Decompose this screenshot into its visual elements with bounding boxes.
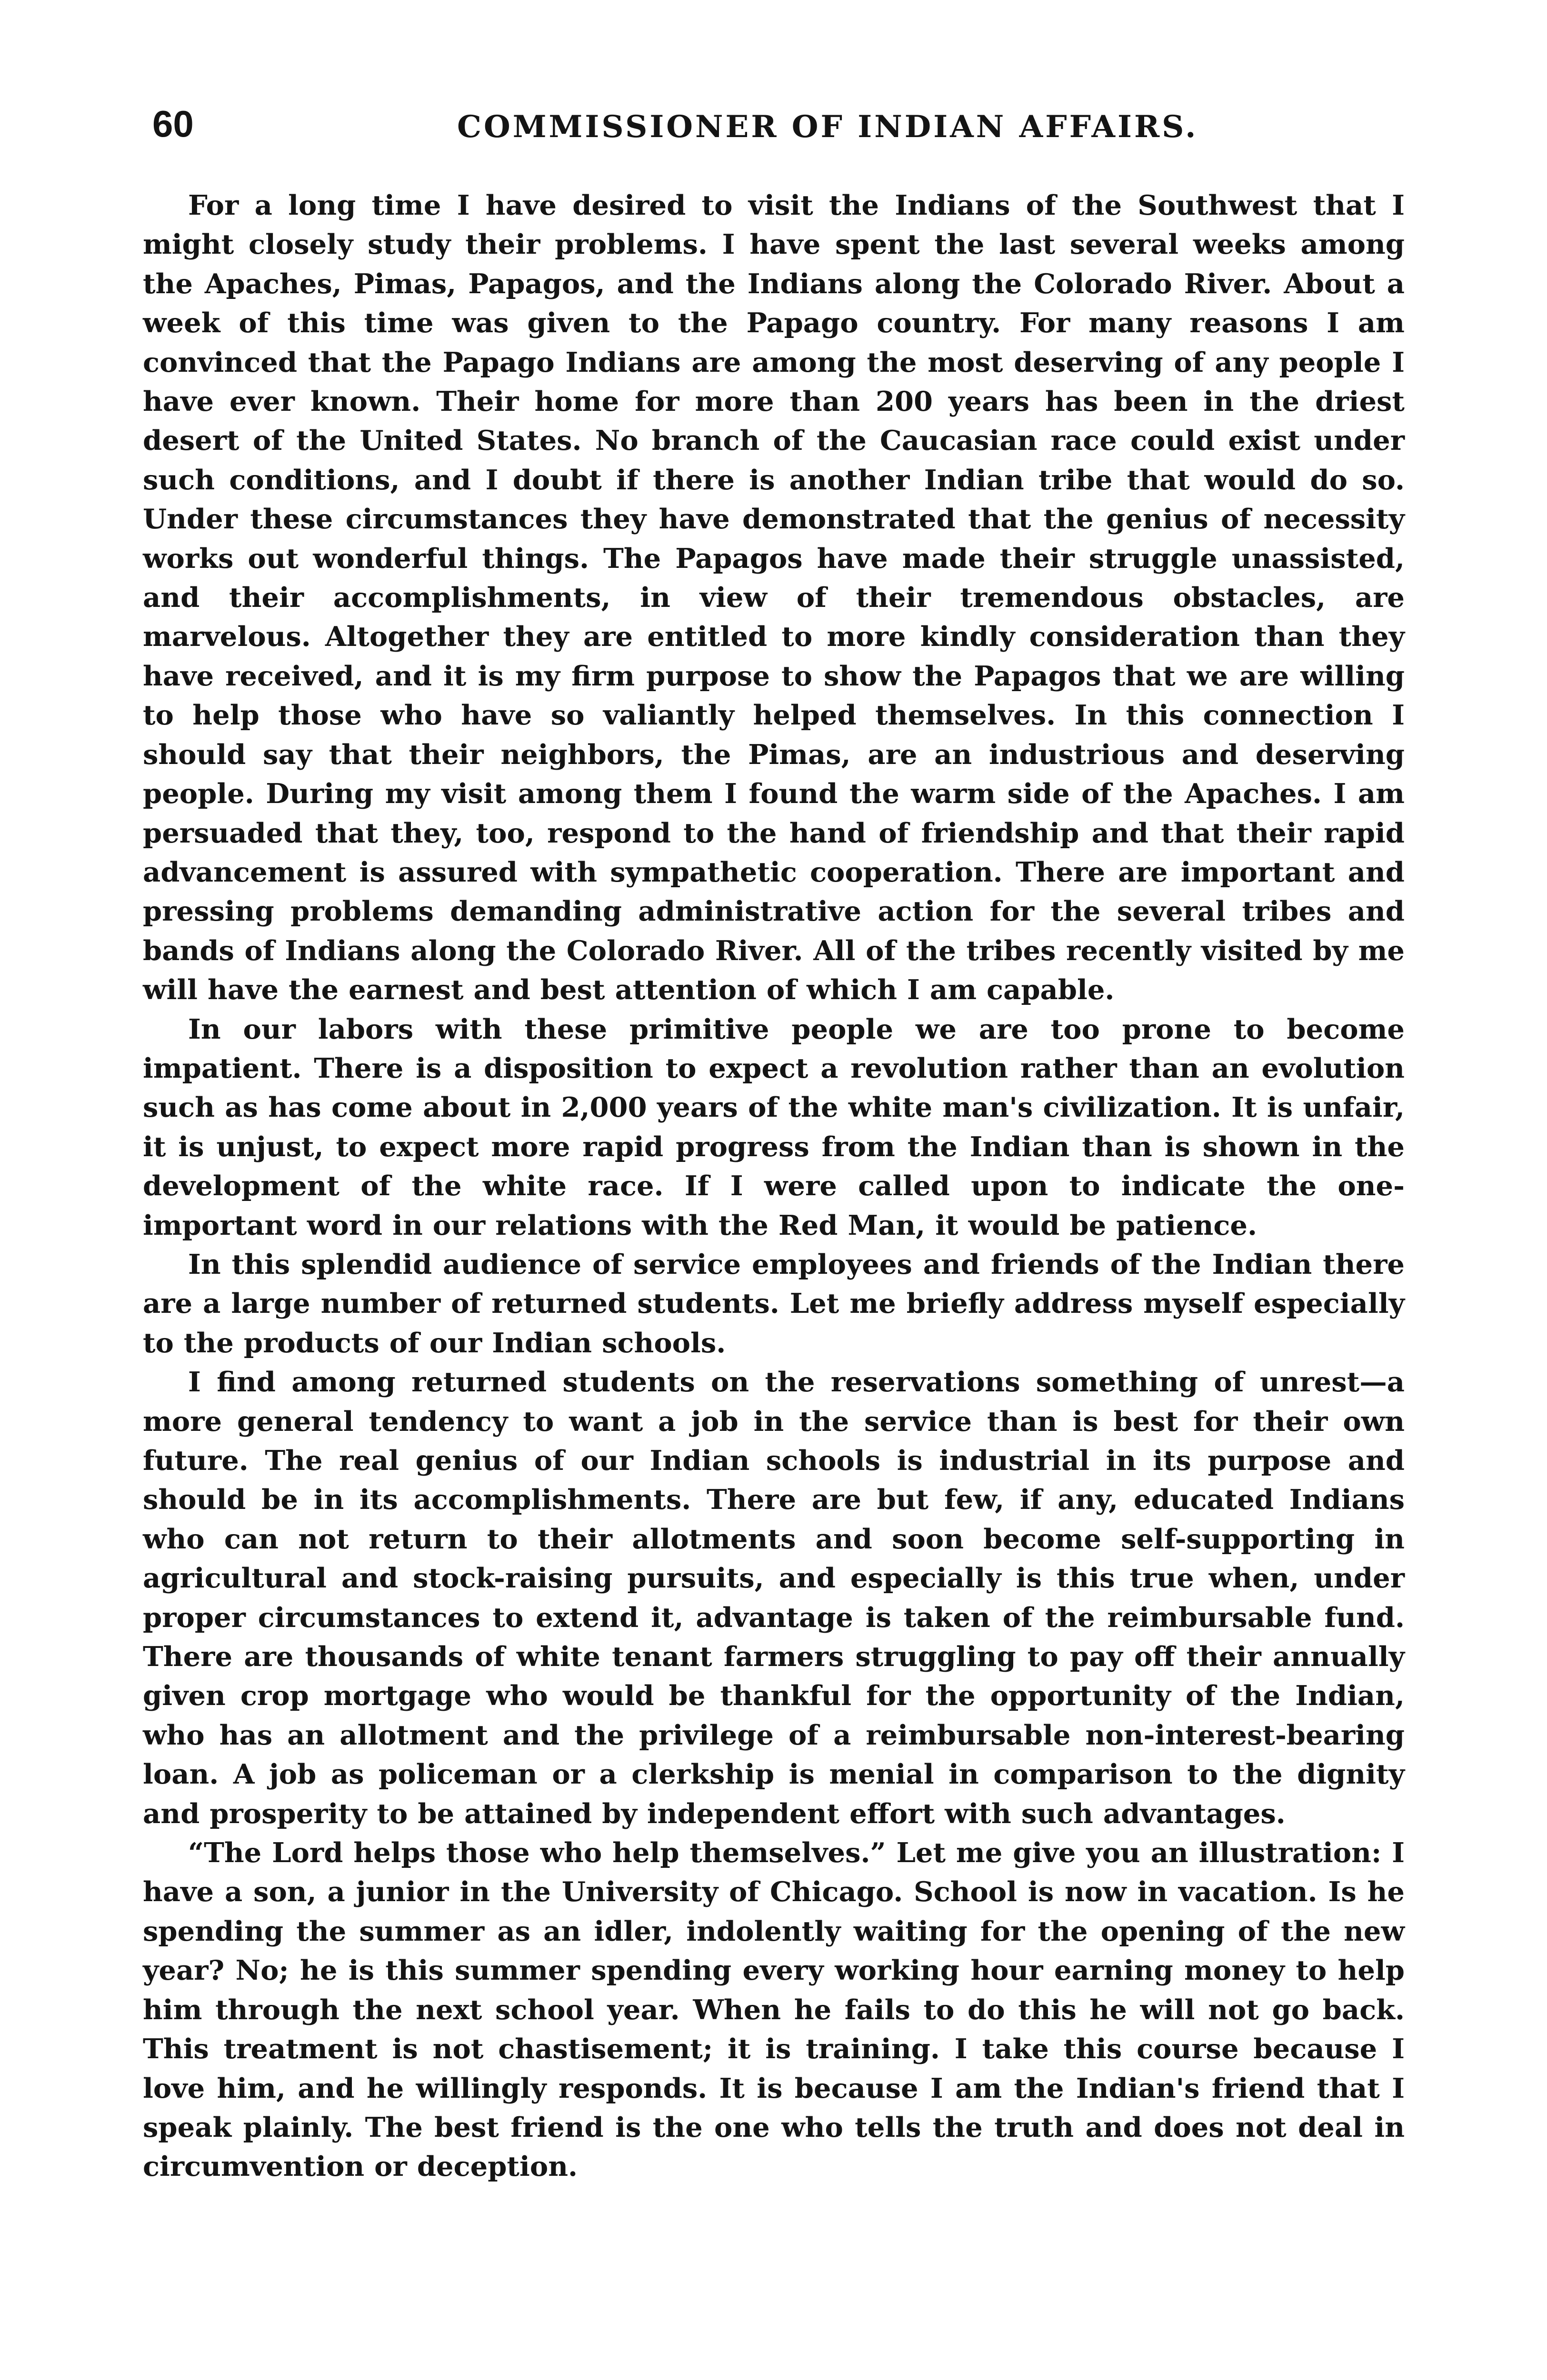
paragraph: For a long time I have desired to visit the Indians of the Southwest that I might closely study their problems. I have spent the last several weeks among the Apaches, Pimas, Papagos, and the Indians along the Colorado River. About a week of this time was given to the Papago country. For many reasons I am convinced that the Papago Indians are among the most deserving of any people I have ever known. Their home for more than 200 years has been in the driest desert of the United States. No branch of the Caucasian race could exist under such conditions, and I doubt if there is another Indian tribe that would do so. Under these circumstances they have demonstrated that the genius of necessity works out wonderful things. The Papagos have made their struggle unassisted, and their accomplishments, in view of their tremendous obstacles, are marvelous. Altogether they are entitled to more kindly consideration than they have received, and it is my firm purpose to show the Papagos that we are willing to help those who have so valiantly helped themselves. In this connection I should say that their neighbors, the Pimas, are an industrious and deserving people. During my visit among them I found the warm side of the Apaches. I am persuaded that they, too, respond to the hand of friendship and that their rapid advancement is assured with sympathetic cooperation. There are important and pressing problems demanding administrative action for the several tribes and bands of Indians along the Colorado River. All of the tribes recently visited by me will have the earnest and best attention of which I am capable.: [143, 189, 1405, 1006]
body-text: [143, 186, 1405, 2186]
page-number: 60: [152, 103, 194, 145]
paragraph: In this splendid audience of service employees and friends of the Indian there are a large number of returned students. Let me briefly address myself especially to the products of our Indian schools.: [143, 1248, 1405, 1359]
paragraph: In our labors with these primitive people we are too prone to become impatient. There is a disposition to expect a revolution rather than an evolution such as has come about in 2,000 years of the white man's civilization. It is unfair, it is unjust, to expect more rapid progress from the Indian than is shown in the development of the white race. If I were called upon to indicate the one-important word in our relations with the Red Man, it would be patience.: [143, 1012, 1405, 1241]
paragraph: “The Lord helps those who help themselves.” Let me give you an illustration: I have a son, a junior in the University of Chicago. School is now in vacation. Is he spending the summer as an idler, indolently waiting for the opening of the new year? No; he is this summer spending every working hour earning money to help him through the next school year. When he fails to do this he will not go back. This treatment is not chastisement; it is training. I take this course because I love him, and he willingly responds. It is because I am the Indian's friend that I speak plainly. The best friend is the one who tells the truth and does not deal in circumvention or deception.: [143, 1836, 1405, 2183]
running-head: COMMISSIONER OF INDIAN AFFAIRS.: [457, 109, 1198, 145]
paragraph: I find among returned students on the reservations something of unrest—a more general tendency to want a job in the service than is best for their own future. The real genius of our Indian schools is industrial in its purpose and should be in its accomplishments. There are but few, if any, educated Indians who can not return to their allotments and soon become self-supporting in agricultural and stock-raising pursuits, and especially is this true when, under proper circumstances to extend it, advantage is taken of the reimbursable fund. There are thousands of white tenant farmers struggling to pay off their annually given crop mortgage who would be thankful for the opportunity of the Indian, who has an allotment and the privilege of a reimbursable non-interest-bearing loan. A job as policeman or a clerkship is menial in comparison to the dignity and prosperity to be attained by independent effort with such advantages.: [143, 1366, 1405, 1830]
page-header: [152, 98, 1409, 150]
